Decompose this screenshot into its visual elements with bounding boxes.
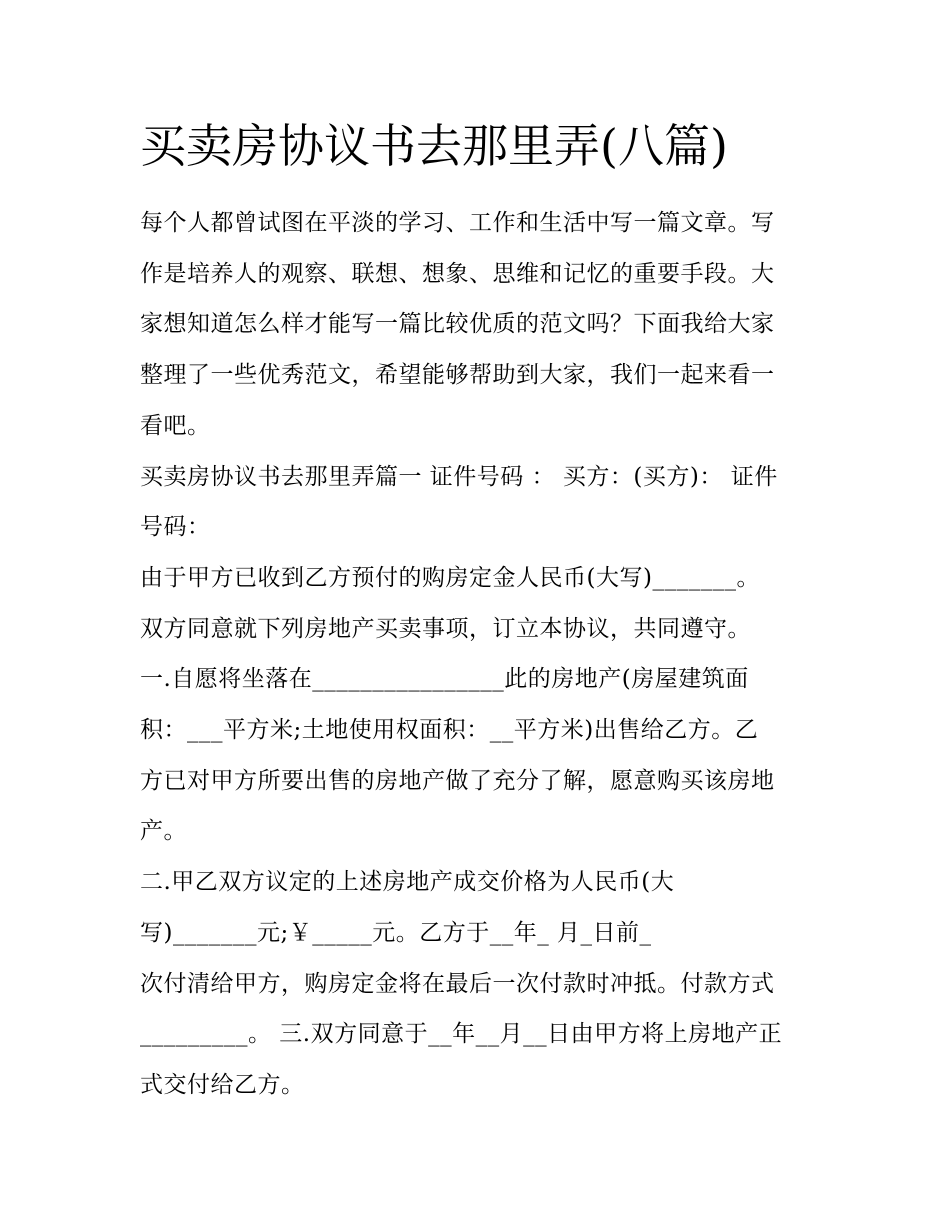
text-line: 二.甲乙双方议定的上述房地产成交价格为人民币(大 xyxy=(140,869,675,896)
text-line: 次付清给甲方，购房定金将在最后一次付款时冲抵。付款方式 xyxy=(140,970,775,997)
document-title: 买卖房协议书去那里弄(八篇) xyxy=(140,119,728,173)
text-line: 由于甲方已收到乙方预付的购房定金人民币(大写)_______。 xyxy=(140,564,760,591)
text-line: 每个人都曾试图在平淡的学习、工作和生活中写一篇文章。写 xyxy=(140,210,775,236)
text-line: 方已对甲方所要出售的房地产做了充分了解，愿意购买该房地 xyxy=(140,767,775,794)
text-line: 一.自愿将坐落在________________此的房地产(房屋建筑面 xyxy=(140,666,749,693)
text-line: 积：___平方米;土地使用权面积：__平方米)出售给乙方。乙 xyxy=(140,717,759,744)
document-body xyxy=(140,198,820,1111)
text-line: _________。 三.双方同意于__年__月__日由甲方将上房地产正 xyxy=(140,1021,783,1048)
paragraph-clause-one xyxy=(140,654,820,857)
text-line: 式交付给乙方。 xyxy=(140,1071,305,1098)
paragraph-agreement xyxy=(140,604,820,655)
text-line: 双方同意就下列房地产买卖事项，订立本协议，共同遵守。 xyxy=(140,615,751,642)
paragraph-intro xyxy=(140,198,820,452)
paragraph-section-one-header xyxy=(140,452,820,553)
paragraph-deposit xyxy=(140,553,820,604)
text-line: 号码： xyxy=(140,514,211,541)
text-line: 整理了一些优秀范文，希望能够帮助到大家，我们一起来看一 xyxy=(140,362,775,389)
text-line: 看吧。 xyxy=(140,412,211,439)
paragraph-clause-two xyxy=(140,857,820,958)
text-line: 买卖房协议书去那里弄篇一 证件号码 ： 买方：(买方)： 证件 xyxy=(140,463,778,490)
text-line: 作是培养人的观察、联想、想象、思维和记忆的重要手段。大 xyxy=(140,260,775,287)
text-line: 写)_______元;￥_____元。乙方于__年_ 月_日前_ xyxy=(140,919,652,946)
paragraph-payment xyxy=(140,959,820,1111)
text-line: 家想知道怎么样才能写一篇比较优质的范文吗？下面我给大家 xyxy=(140,311,775,338)
text-line: 产。 xyxy=(140,818,187,845)
